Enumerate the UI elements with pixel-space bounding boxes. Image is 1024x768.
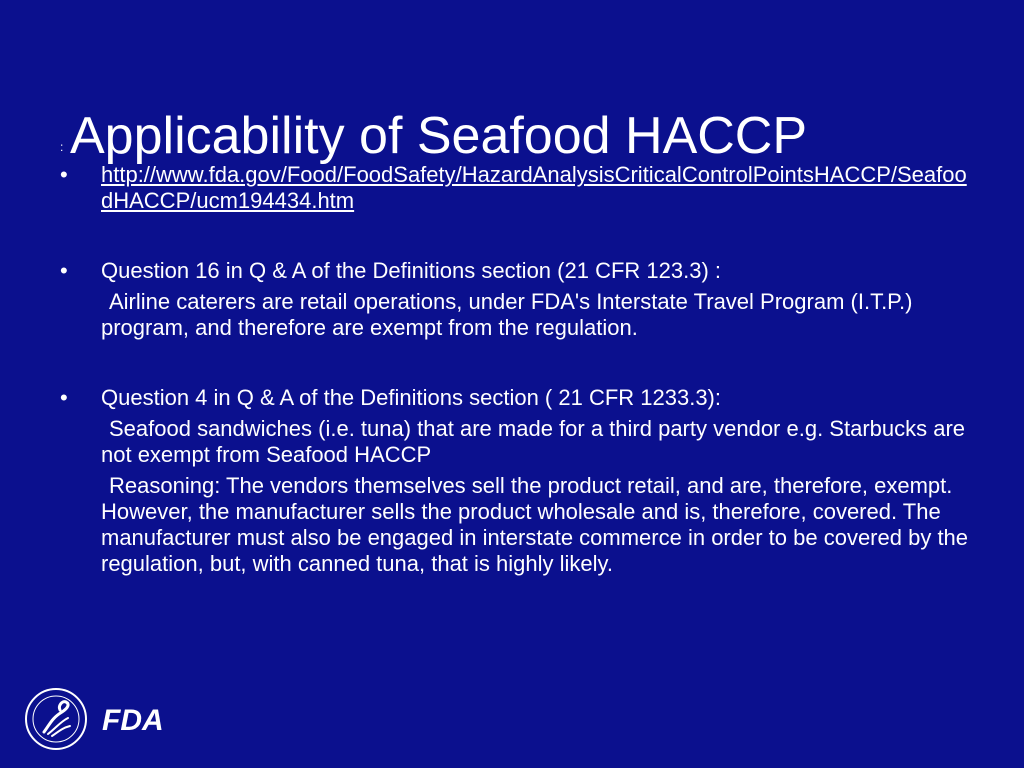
question-4-heading: Question 4 in Q & A of the Definitions section ( 21 CFR 1233.3):: [101, 385, 721, 410]
hhs-seal-icon: [26, 689, 86, 749]
bullet-dot: •: [60, 162, 68, 187]
logo-bar: [22, 684, 182, 754]
corner-mark: :: [60, 140, 64, 154]
fda-seafood-haccp-link[interactable]: http://www.fda.gov/Food/FoodSafety/HazardAnalysisCriticalControlPointsHACCP/SeafoodHACCP/ucm194434.htm: [101, 162, 967, 213]
bullet-dot: •: [60, 258, 68, 283]
question-4-reasoning: Reasoning: The vendors themselves sell the product retail, and are, therefore, exempt. However, the manufacturer sells the product wholesale and is, therefore, covered. The manufacturer must also be engaged in interstate commerce in order to be covered by the regulation, but, with canned tuna, that is highly likely.: [101, 473, 969, 576]
question-16-answer: Airline caterers are retail operations, under FDA's Interstate Travel Program (I.T.P.) program, and therefore are exempt from the regulation.: [101, 289, 913, 340]
question-16-heading: Question 16 in Q & A of the Definitions section (21 CFR 123.3) :: [101, 258, 721, 283]
bullet-dot: •: [60, 385, 68, 410]
slide-title: Applicability of Seafood HACCP: [70, 107, 808, 165]
bullet-question-16: [60, 258, 970, 284]
fda-logo-text: FDA: [102, 704, 164, 737]
fda-logo: [98, 704, 178, 737]
bullet-link: [60, 162, 970, 214]
logos-svg: [22, 684, 182, 754]
question-4-answer: Seafood sandwiches (i.e. tuna) that are made for a third party vendor e.g. Starbucks are not exempt from Seafood HACCP: [101, 416, 966, 467]
slide-content: [60, 162, 970, 577]
bullet-question-4: [60, 385, 970, 411]
